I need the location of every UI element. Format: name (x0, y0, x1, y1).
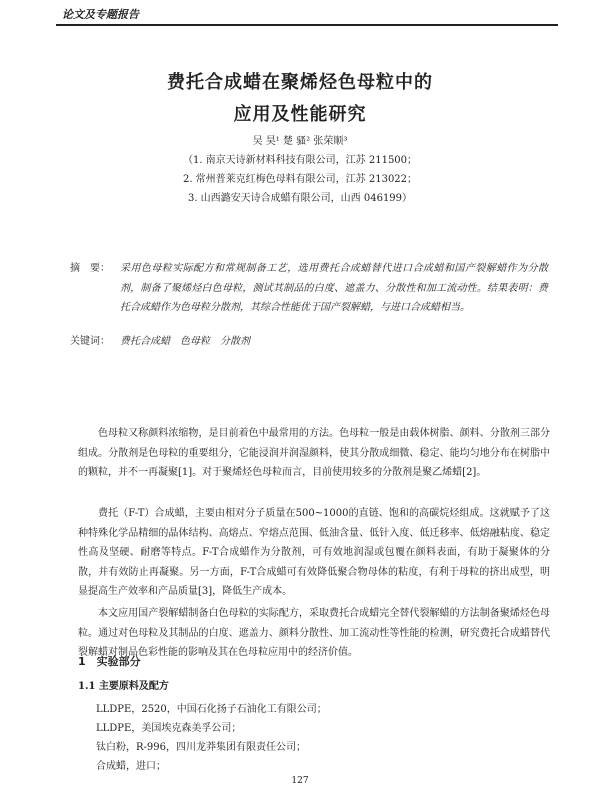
keywords-text: 费托合成蜡 色母粒 分散剂 (120, 336, 250, 347)
material-item: LLDPE，2520，中国石化扬子石油化工有限公司； (96, 704, 327, 715)
title-line-2: 应用及性能研究 (233, 104, 367, 125)
material-item: 钛白粉，R-996，四川龙莽集团有限责任公司； (96, 742, 306, 753)
title-line-1: 费托合成蜡在聚烯烃色母粒中的 (167, 72, 433, 93)
affiliation-1: （1. 南京天诗新材料科技有限公司，江苏 211500； (182, 155, 418, 166)
affiliation-3: 3. 山西潞安天诗合成蜡有限公司，山西 046199） (187, 193, 413, 204)
authors: 吴 昊¹ 楚 骚² 张荣顺³ (252, 136, 348, 147)
paragraph-text: 费托（F-T）合成蜡，主要由相对分子质量在500~1000的直链、饱和的高碳烷烃组成。这就赋予了这种特殊化学品精细的晶体结构、高熔点、窄熔点范围、低油含量、低针入度、低迁移率、低熔融粘度、稳定性高及坚硬、耐磨等特点。F-T合成蜡作为分散剂，可有效地润湿或包覆在颜料表面，有助于凝聚体的分散，并有效防止再凝聚。另一方面，F-T合成蜡可有效降低聚合物母体的粘度，有利于母粒的挤出成型，明显提高生产效率和产品质量[3]，降低生产成本。 (78, 508, 550, 597)
paragraph-text: 色母粒又称颜料浓缩物，是目前着色中最常用的方法。色母粒一般是由载体树脂、颜料、分散剂三部分组成。分散剂是色母粒的重要组分，它能浸润并润湿颜料，使其分散成细微、稳定、能均匀地分布在树脂中的颗粒，并不一再凝聚[1]。对于聚烯烃色母粒而言，目前使用较多的分散剂是聚乙烯蜡[2]。 (78, 428, 550, 478)
paragraph-3 (78, 594, 550, 673)
section-heading-1: 1 实验部分 (78, 655, 141, 668)
affiliation-2: 2. 常州普莱克红梅色母料有限公司，江苏 213022； (182, 174, 418, 185)
abstract-label: 摘 要： (70, 263, 110, 274)
running-header: 论文及专题报告 (62, 8, 139, 21)
material-item: LLDPE，美国埃克森美孚公司； (96, 723, 242, 734)
page-number: 127 (291, 776, 309, 786)
abstract-text: 采用色母粒实际配方和常规制备工艺，选用费托合成蜡替代进口合成蜡和国产裂解蜡作为分散剂，制备了聚烯烃白色母粒，测试其制品的白度、遮盖力、分散性和加工流动性。结果表明：费托合成蜡作为色母粒分散剂，其综合性能优于国产裂解蜡，与进口合成蜡相当。 (120, 263, 548, 313)
material-item: 合成蜡，进口； (96, 761, 166, 772)
section-heading-1-1: 1.1 主要原料及配方 (78, 681, 169, 692)
paragraph-1 (78, 414, 550, 493)
keywords (70, 332, 548, 352)
abstract (70, 259, 548, 318)
keywords-label: 关键词： (70, 336, 110, 347)
paragraph-text: 本文应用国产裂解蜡制备白色母粒的实际配方，采取费托合成蜡完全替代裂解蜡的方法制备聚烯烃色母粒。通过对色母粒及其制品的白度、遮盖力、颜料分散性、加工流动性等性能的检测，研究费托合成蜡替代裂解蜡对制品色彩性能的影响及其在色母粒应用中的经济价值。 (78, 608, 550, 658)
header-rule (56, 24, 558, 26)
